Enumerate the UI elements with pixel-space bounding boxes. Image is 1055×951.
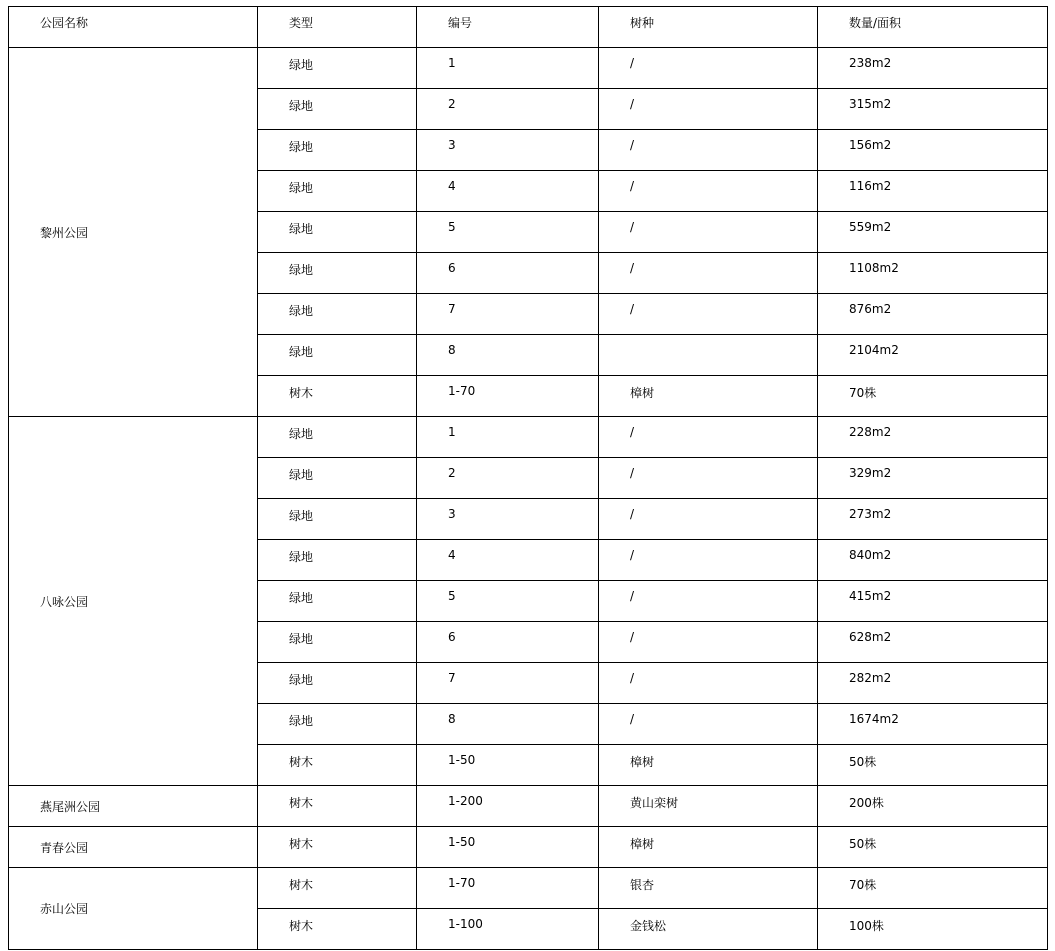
species-cell — [599, 376, 818, 417]
quantity-cell — [818, 827, 1048, 868]
species-value: / — [630, 712, 635, 726]
number-cell — [417, 622, 599, 663]
quantity-cell — [818, 458, 1048, 499]
number-value: 1-200 — [448, 794, 483, 808]
quantity-cell — [818, 212, 1048, 253]
number-cell — [417, 89, 599, 130]
species-cell — [599, 253, 818, 294]
number-value: 1 — [448, 425, 456, 439]
type-value: 绿地 — [289, 58, 314, 72]
quantity-value: 559m2 — [849, 220, 892, 234]
park-name: 青春公园 — [40, 840, 89, 855]
type-cell — [258, 540, 417, 581]
type-cell — [258, 827, 417, 868]
number-value: 3 — [448, 138, 456, 152]
quantity-cell — [818, 663, 1048, 704]
header-number-text: 编号 — [448, 16, 473, 30]
quantity-cell — [818, 294, 1048, 335]
header-park-name — [9, 7, 258, 48]
quantity-value: 50株 — [849, 755, 877, 769]
number-cell — [417, 294, 599, 335]
type-cell — [258, 622, 417, 663]
number-cell — [417, 704, 599, 745]
quantity-cell — [818, 253, 1048, 294]
quantity-cell — [818, 622, 1048, 663]
header-species — [599, 7, 818, 48]
species-cell — [599, 171, 818, 212]
species-value: / — [630, 507, 635, 521]
species-cell — [599, 48, 818, 89]
table-row — [9, 48, 1048, 89]
type-cell — [258, 909, 417, 950]
number-cell — [417, 540, 599, 581]
species-cell — [599, 827, 818, 868]
type-value: 绿地 — [289, 632, 314, 646]
header-quantity-area — [818, 7, 1048, 48]
quantity-value: 50株 — [849, 837, 877, 851]
species-value: / — [630, 671, 635, 685]
header-quantity-area-text: 数量/面积 — [849, 16, 902, 30]
header-type — [258, 7, 417, 48]
species-value: / — [630, 630, 635, 644]
number-cell — [417, 663, 599, 704]
type-cell — [258, 376, 417, 417]
type-cell — [258, 335, 417, 376]
type-value: 树木 — [289, 837, 314, 851]
park-name: 赤山公园 — [40, 902, 89, 916]
quantity-cell — [818, 745, 1048, 786]
number-cell — [417, 376, 599, 417]
number-cell — [417, 499, 599, 540]
quantity-cell — [818, 130, 1048, 171]
species-cell — [599, 622, 818, 663]
species-value: / — [630, 261, 635, 275]
species-cell — [599, 417, 818, 458]
park-name: 黎州公园 — [40, 225, 89, 240]
header-number — [417, 7, 599, 48]
type-cell — [258, 417, 417, 458]
type-cell — [258, 130, 417, 171]
quantity-value: 100株 — [849, 919, 884, 933]
species-cell — [599, 294, 818, 335]
type-value: 树木 — [289, 878, 314, 892]
number-cell — [417, 868, 599, 909]
header-species-text: 树种 — [630, 16, 655, 30]
species-value: / — [630, 179, 635, 193]
quantity-cell — [818, 417, 1048, 458]
table-row — [9, 827, 1048, 868]
type-value: 绿地 — [289, 591, 314, 605]
species-value: / — [630, 97, 635, 111]
park-name-cell — [9, 827, 258, 868]
quantity-cell — [818, 540, 1048, 581]
species-cell — [599, 499, 818, 540]
type-value: 绿地 — [289, 99, 314, 113]
type-value: 绿地 — [289, 181, 314, 195]
quantity-value: 156m2 — [849, 138, 892, 152]
type-cell — [258, 253, 417, 294]
header-park-name-text: 公园名称 — [40, 16, 89, 30]
species-cell — [599, 458, 818, 499]
number-cell — [417, 417, 599, 458]
quantity-value: 415m2 — [849, 589, 892, 603]
species-value: 黄山栾树 — [630, 796, 679, 810]
table-row — [9, 417, 1048, 458]
number-cell — [417, 212, 599, 253]
species-value: / — [630, 138, 635, 152]
type-cell — [258, 294, 417, 335]
park-name-cell — [9, 48, 258, 417]
number-cell — [417, 171, 599, 212]
table-row — [9, 868, 1048, 909]
quantity-value: 876m2 — [849, 302, 892, 316]
type-value: 绿地 — [289, 304, 314, 318]
number-value: 2 — [448, 97, 456, 111]
type-value: 绿地 — [289, 263, 314, 277]
quantity-cell — [818, 868, 1048, 909]
species-cell — [599, 581, 818, 622]
species-value: / — [630, 589, 635, 603]
number-value: 8 — [448, 712, 456, 726]
number-cell — [417, 745, 599, 786]
quantity-cell — [818, 909, 1048, 950]
type-value: 绿地 — [289, 345, 314, 359]
number-value: 1-70 — [448, 876, 476, 890]
type-value: 绿地 — [289, 509, 314, 523]
quantity-value: 2104m2 — [849, 343, 899, 357]
quantity-value: 1108m2 — [849, 261, 899, 275]
table-body — [9, 7, 1048, 950]
number-value: 6 — [448, 261, 456, 275]
type-cell — [258, 868, 417, 909]
quantity-cell — [818, 89, 1048, 130]
quantity-value: 315m2 — [849, 97, 892, 111]
type-cell — [258, 212, 417, 253]
species-cell — [599, 909, 818, 950]
quantity-cell — [818, 704, 1048, 745]
quantity-cell — [818, 499, 1048, 540]
species-value: 银杏 — [630, 878, 655, 892]
quantity-value: 628m2 — [849, 630, 892, 644]
park-name-cell — [9, 417, 258, 786]
quantity-value: 70株 — [849, 878, 877, 892]
park-name: 八咏公园 — [40, 594, 89, 609]
type-value: 绿地 — [289, 468, 314, 482]
number-cell — [417, 253, 599, 294]
quantity-value: 200株 — [849, 796, 884, 810]
type-value: 绿地 — [289, 427, 314, 441]
park-inventory-table — [8, 6, 1048, 950]
number-cell — [417, 335, 599, 376]
species-cell — [599, 212, 818, 253]
type-cell — [258, 745, 417, 786]
quantity-cell — [818, 48, 1048, 89]
species-value: / — [630, 56, 635, 70]
quantity-value: 70株 — [849, 386, 877, 400]
type-value: 树木 — [289, 796, 314, 810]
number-cell — [417, 581, 599, 622]
species-cell — [599, 786, 818, 827]
quantity-value: 273m2 — [849, 507, 892, 521]
species-value: / — [630, 220, 635, 234]
header-row — [9, 7, 1048, 48]
quantity-cell — [818, 581, 1048, 622]
species-value: 樟树 — [630, 755, 655, 769]
species-cell — [599, 335, 818, 376]
species-cell — [599, 540, 818, 581]
header-type-text: 类型 — [289, 16, 314, 30]
type-value: 绿地 — [289, 714, 314, 728]
quantity-value: 282m2 — [849, 671, 892, 685]
species-cell — [599, 663, 818, 704]
number-value: 2 — [448, 466, 456, 480]
species-value: / — [630, 425, 635, 439]
type-cell — [258, 171, 417, 212]
number-value: 5 — [448, 220, 456, 234]
number-value: 5 — [448, 589, 456, 603]
species-cell — [599, 130, 818, 171]
type-cell — [258, 499, 417, 540]
quantity-value: 116m2 — [849, 179, 892, 193]
type-value: 树木 — [289, 386, 314, 400]
number-cell — [417, 827, 599, 868]
type-value: 绿地 — [289, 140, 314, 154]
species-cell — [599, 704, 818, 745]
park-name: 燕尾洲公园 — [40, 799, 101, 814]
number-value: 1 — [448, 56, 456, 70]
species-value: 金钱松 — [630, 919, 667, 933]
type-value: 绿地 — [289, 550, 314, 564]
quantity-cell — [818, 335, 1048, 376]
type-cell — [258, 663, 417, 704]
species-value: / — [630, 548, 635, 562]
number-cell — [417, 786, 599, 827]
number-value: 7 — [448, 671, 456, 685]
type-value: 树木 — [289, 755, 314, 769]
table-row — [9, 786, 1048, 827]
quantity-value: 329m2 — [849, 466, 892, 480]
quantity-cell — [818, 171, 1048, 212]
species-value: 樟树 — [630, 837, 655, 851]
number-value: 1-100 — [448, 917, 483, 931]
number-value: 1-50 — [448, 753, 476, 767]
quantity-cell — [818, 376, 1048, 417]
number-value: 6 — [448, 630, 456, 644]
species-cell — [599, 89, 818, 130]
species-value: / — [630, 466, 635, 480]
type-cell — [258, 48, 417, 89]
species-cell — [599, 745, 818, 786]
number-value: 1-70 — [448, 384, 476, 398]
number-cell — [417, 909, 599, 950]
species-value: 樟树 — [630, 386, 655, 400]
number-value: 8 — [448, 343, 456, 357]
species-cell — [599, 868, 818, 909]
park-name-cell — [9, 868, 258, 950]
species-value: / — [630, 302, 635, 316]
number-cell — [417, 48, 599, 89]
number-value: 4 — [448, 548, 456, 562]
park-name-cell — [9, 786, 258, 827]
type-cell — [258, 581, 417, 622]
number-value: 4 — [448, 179, 456, 193]
number-value: 3 — [448, 507, 456, 521]
type-value: 树木 — [289, 919, 314, 933]
quantity-value: 1674m2 — [849, 712, 899, 726]
type-cell — [258, 89, 417, 130]
type-cell — [258, 704, 417, 745]
quantity-value: 228m2 — [849, 425, 892, 439]
quantity-cell — [818, 786, 1048, 827]
quantity-value: 840m2 — [849, 548, 892, 562]
type-cell — [258, 458, 417, 499]
number-value: 1-50 — [448, 835, 476, 849]
number-cell — [417, 458, 599, 499]
quantity-value: 238m2 — [849, 56, 892, 70]
type-cell — [258, 786, 417, 827]
type-value: 绿地 — [289, 222, 314, 236]
type-value: 绿地 — [289, 673, 314, 687]
number-cell — [417, 130, 599, 171]
number-value: 7 — [448, 302, 456, 316]
